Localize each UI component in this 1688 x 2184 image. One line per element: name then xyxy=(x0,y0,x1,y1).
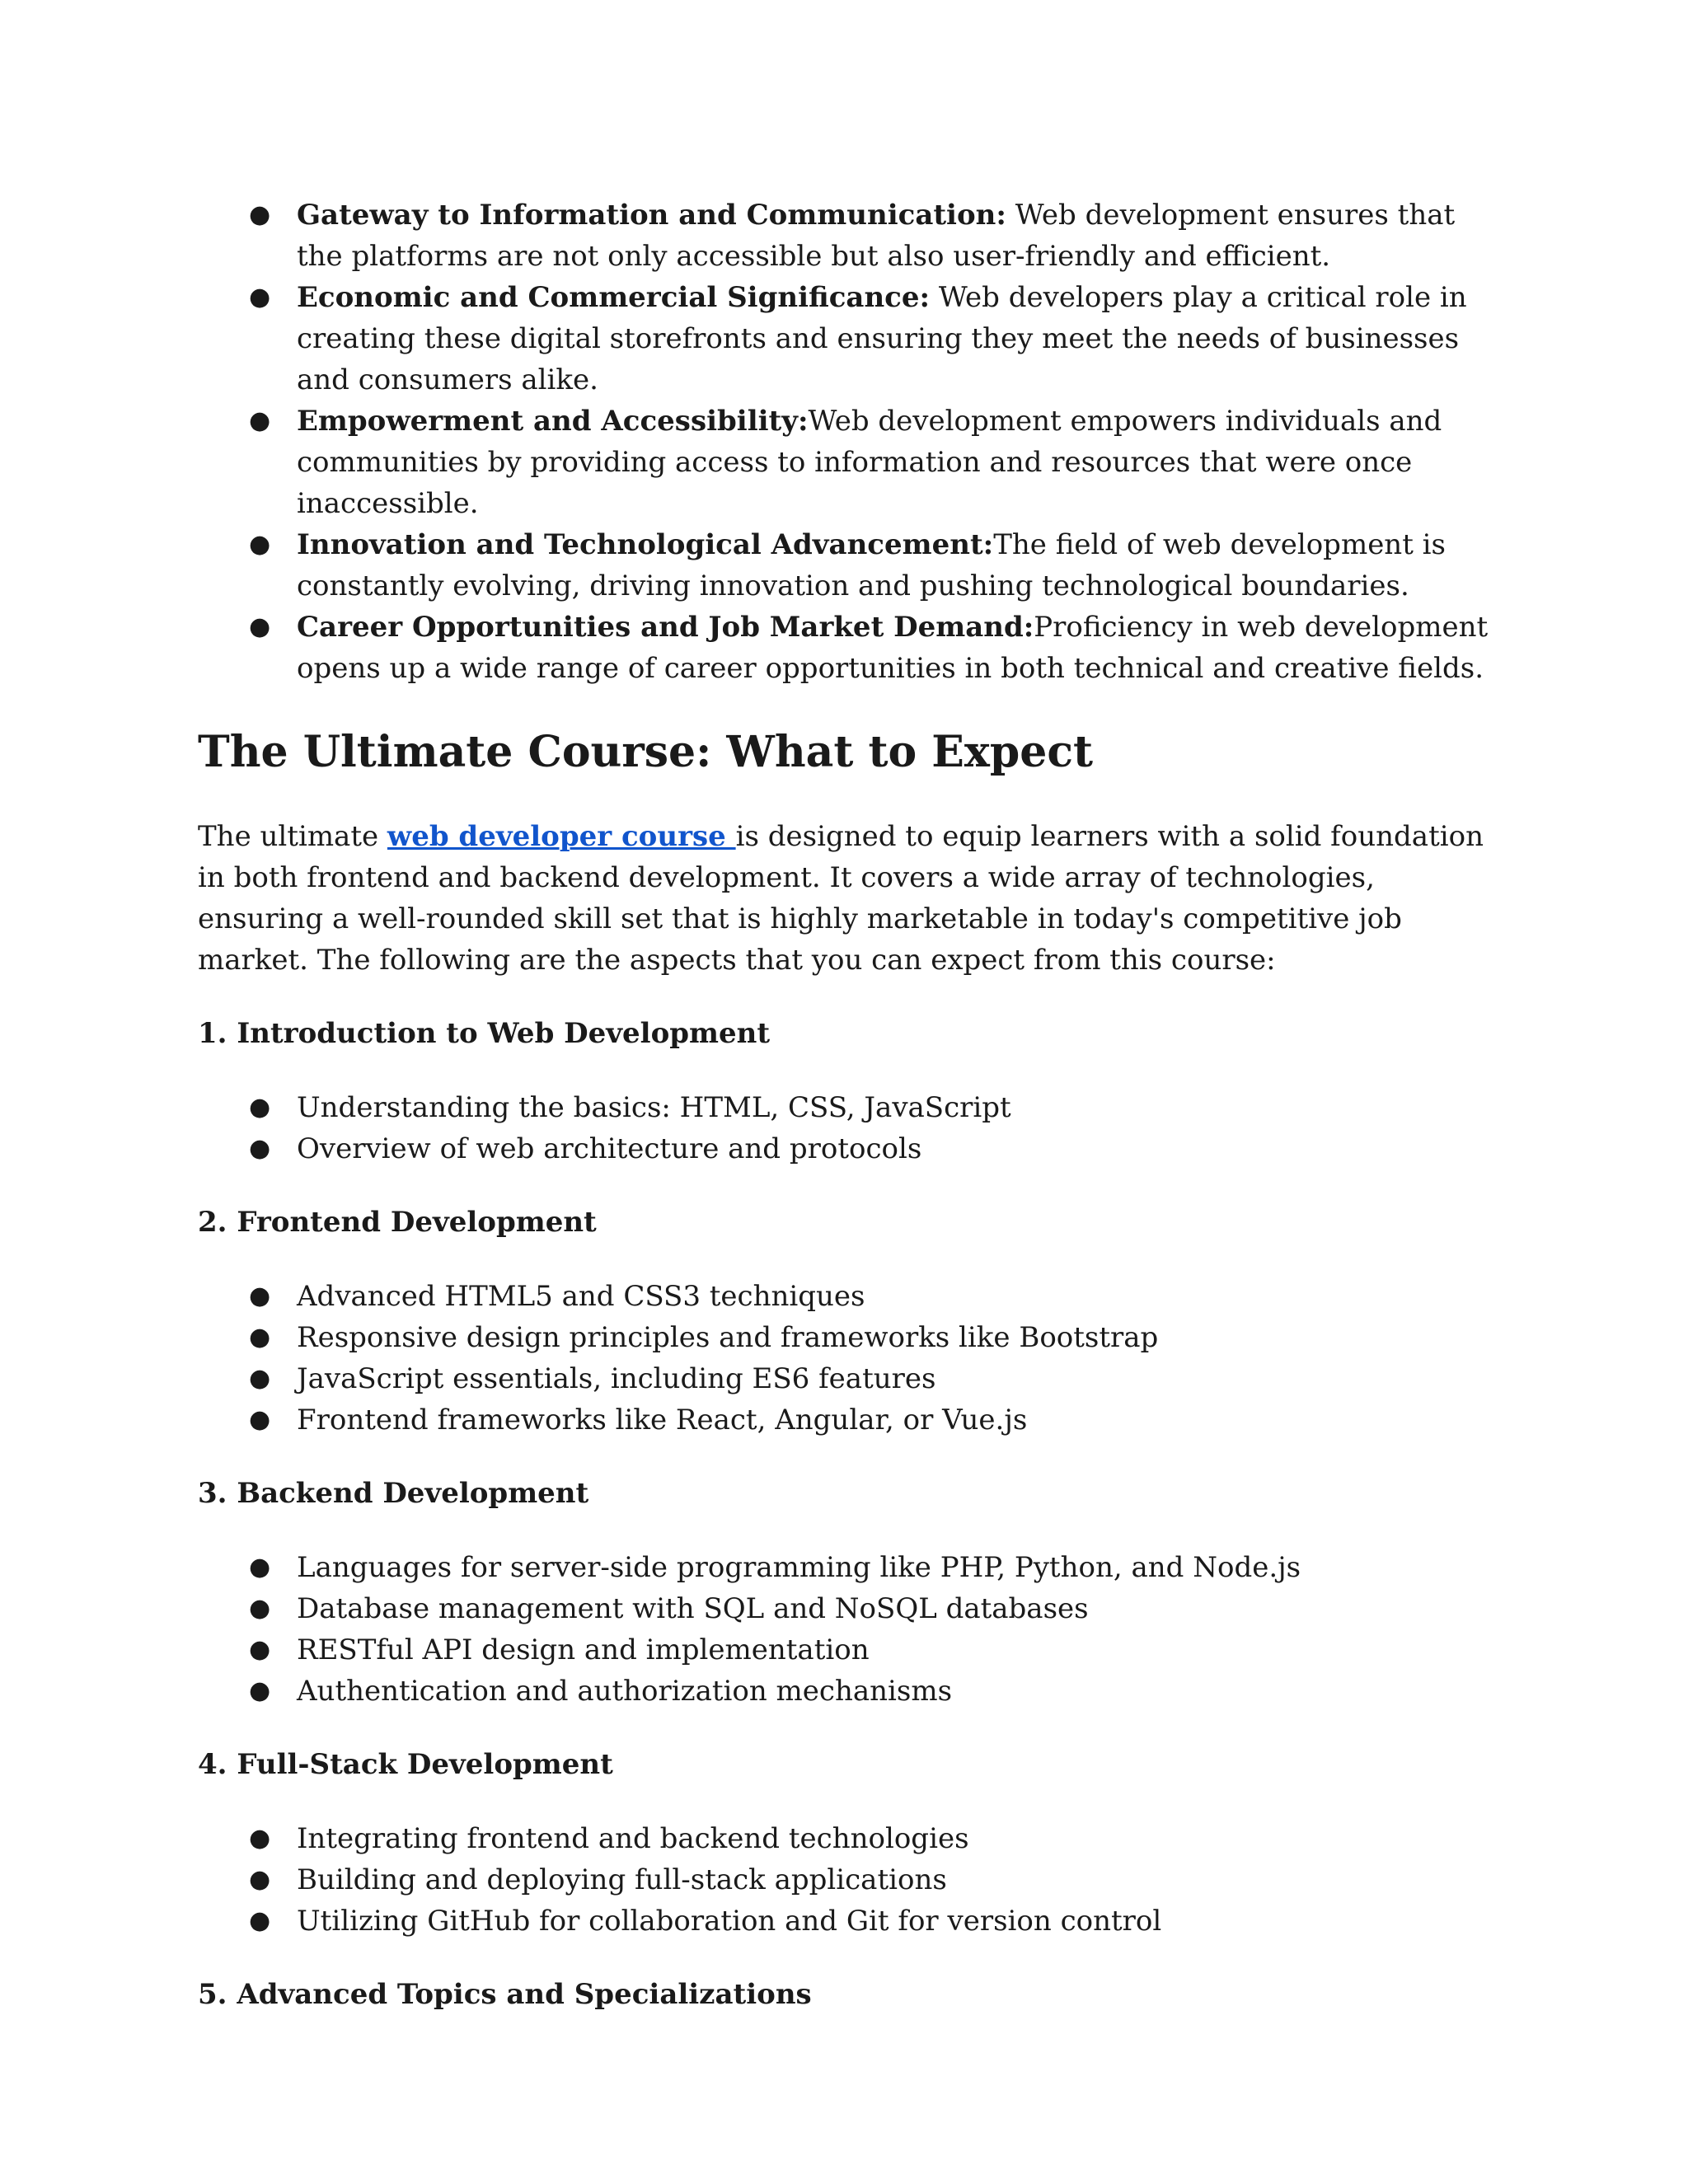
subsection-heading-intro: 1. Introduction to Web Development xyxy=(198,1017,771,1050)
subsection-heading-fullstack: 4. Full-Stack Development xyxy=(198,1748,613,1781)
list-item-text: Authentication and authorization mechanisms xyxy=(297,1675,953,1708)
bullet-text: Proficiency in web development opens up a wide range of career opportunities in both technical and creative fields. xyxy=(297,611,1489,685)
list-item-text: Database management with SQL and NoSQL databases xyxy=(297,1592,1089,1625)
list-item xyxy=(198,1128,1500,1169)
document-content xyxy=(198,194,1500,2015)
list-item-text: JavaScript essentials, including ES6 features xyxy=(297,1362,936,1395)
intro-topics-list xyxy=(198,1087,1500,1169)
list-item-text: Responsive design principles and frameworks like Bootstrap xyxy=(297,1321,1159,1354)
bullet-term: Career Opportunities and Job Market Demand: xyxy=(297,611,1034,644)
bullet-icon: ● xyxy=(249,1364,271,1393)
bullet-term: Empowerment and Accessibility: xyxy=(297,405,809,438)
bullet-icon: ● xyxy=(249,1635,271,1664)
bullet-term: Economic and Commercial Significance: xyxy=(297,281,931,314)
bullet-text: Web development empowers individuals and communities by providing access to information and resources that were once inaccessible. xyxy=(297,405,1442,520)
list-item-text: Overview of web architecture and protocols xyxy=(297,1132,922,1165)
web-developer-course-link[interactable]: web developer course xyxy=(387,820,736,853)
list-item xyxy=(198,1900,1500,1942)
list-item xyxy=(198,194,1500,277)
list-item xyxy=(198,1358,1500,1399)
list-item xyxy=(198,1588,1500,1629)
bullet-icon: ● xyxy=(249,406,271,435)
backend-topics-list xyxy=(198,1547,1500,1712)
bullet-icon: ● xyxy=(249,1553,271,1582)
bullet-icon: ● xyxy=(249,1594,271,1623)
list-item xyxy=(198,277,1500,401)
list-item xyxy=(198,524,1500,607)
list-item-text: Integrating frontend and backend technologies xyxy=(297,1822,969,1855)
bullet-term: Innovation and Technological Advancement: xyxy=(297,528,994,561)
intro-text-after: is designed to equip learners with a solid foundation in both frontend and backend development. It covers a wide array of technologies, ensuring a well-rounded skill set that is highly marketable in today's competitive job market. The following are the aspects that you can expect from this course: xyxy=(198,820,1484,977)
intro-text-before: The ultimate xyxy=(198,820,387,853)
bullet-icon: ● xyxy=(249,1093,271,1122)
bullet-icon: ● xyxy=(249,1282,271,1310)
bullet-icon: ● xyxy=(249,530,271,559)
bullet-icon: ● xyxy=(249,612,271,641)
importance-list xyxy=(198,194,1500,689)
list-item xyxy=(198,1547,1500,1588)
section-heading: The Ultimate Course: What to Expect xyxy=(198,727,1094,777)
subsection-heading-backend: 3. Backend Development xyxy=(198,1477,589,1510)
bullet-icon: ● xyxy=(249,200,271,229)
bullet-icon: ● xyxy=(249,1906,271,1935)
bullet-icon: ● xyxy=(249,1676,271,1705)
list-item xyxy=(198,1671,1500,1712)
bullet-icon: ● xyxy=(249,1323,271,1352)
bullet-icon: ● xyxy=(249,1824,271,1853)
bullet-text: The field of web development is constantly evolving, driving innovation and pushing technological boundaries. xyxy=(297,528,1446,602)
list-item xyxy=(198,1276,1500,1317)
bullet-text: Web developers play a critical role in creating these digital storefronts and ensuring they meet the needs of businesses and consumers alike. xyxy=(297,281,1467,396)
fullstack-topics-list xyxy=(198,1818,1500,1942)
intro-paragraph xyxy=(198,816,1500,981)
list-item xyxy=(198,1859,1500,1900)
list-item-text: RESTful API design and implementation xyxy=(297,1633,870,1666)
list-item-text: Advanced HTML5 and CSS3 techniques xyxy=(297,1280,865,1313)
list-item xyxy=(198,1629,1500,1671)
frontend-topics-list xyxy=(198,1276,1500,1441)
list-item xyxy=(198,1818,1500,1859)
list-item-text: Understanding the basics: HTML, CSS, JavaScript xyxy=(297,1091,1011,1124)
bullet-term: Gateway to Information and Communication: xyxy=(297,199,1006,232)
list-item xyxy=(198,401,1500,524)
bullet-icon: ● xyxy=(249,1405,271,1434)
list-item-text: Utilizing GitHub for collaboration and Git for version control xyxy=(297,1905,1162,1938)
bullet-icon: ● xyxy=(249,1134,271,1163)
bullet-icon: ● xyxy=(249,1865,271,1894)
subsection-heading-advanced: 5. Advanced Topics and Specializations xyxy=(198,1978,812,2011)
subsection-heading-frontend: 2. Frontend Development xyxy=(198,1206,597,1239)
list-item xyxy=(198,1087,1500,1128)
list-item xyxy=(198,1399,1500,1441)
bullet-icon: ● xyxy=(249,283,271,312)
list-item-text: Frontend frameworks like React, Angular, or Vue.js xyxy=(297,1404,1028,1436)
list-item-text: Languages for server-side programming like PHP, Python, and Node.js xyxy=(297,1551,1301,1584)
list-item xyxy=(198,1317,1500,1358)
list-item xyxy=(198,607,1500,689)
bullet-text: Web development ensures that the platforms are not only accessible but also user-friendly and efficient. xyxy=(297,199,1456,273)
list-item-text: Building and deploying full-stack applications xyxy=(297,1863,947,1896)
